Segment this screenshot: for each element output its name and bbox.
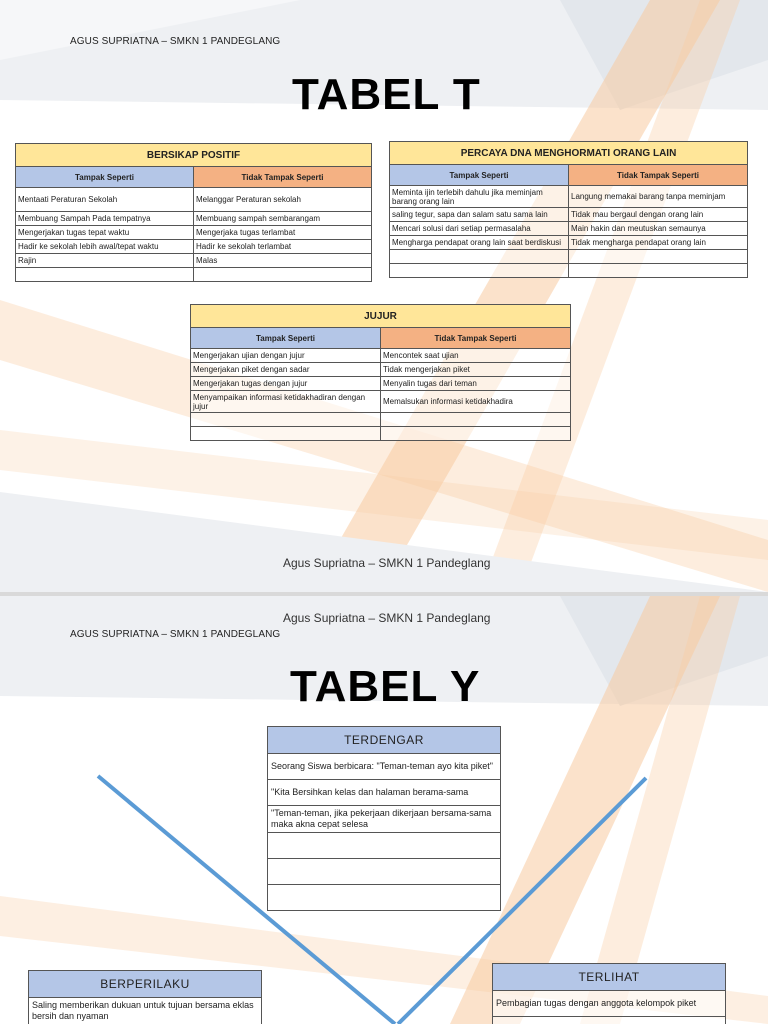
- table-cell: Mengerjakan piket dengan sadar: [191, 363, 381, 377]
- table-cell: "Teman-teman, jika pekerjaan dikerjaan bersama-sama maka akna cepat selesa: [268, 806, 501, 833]
- table-cell: [268, 885, 501, 911]
- table-title: TERDENGAR: [268, 727, 501, 754]
- table-cell: [569, 264, 748, 278]
- table-cell: [268, 859, 501, 885]
- table-terlihat: [492, 963, 726, 1024]
- slide-title: TABEL Y: [290, 662, 481, 711]
- table-cell: Mencontek saat ujian: [381, 349, 571, 363]
- slide-header: AGUS SUPRIATNA – SMKN 1 PANDEGLANG: [70, 36, 281, 47]
- table-cell: Hadir ke sekolah terlambat: [194, 240, 372, 254]
- table-cell: Langung memakai barang tanpa meminjam: [569, 186, 748, 208]
- table-cell: Mengharga pendapat orang lain saat berdiskusi: [390, 236, 569, 250]
- slide-footer: Agus Supriatna – SMKN 1 Pandeglang: [283, 556, 491, 570]
- table-cell: Malas: [194, 254, 372, 268]
- table-cell: Memalsukan informasi ketidakhadira: [381, 391, 571, 413]
- table-cell: Membuang Sampah Pada tempatnya: [16, 212, 194, 226]
- table-cell: Mengerjakan tugas tepat waktu: [16, 226, 194, 240]
- slide-title: TABEL T: [292, 70, 481, 119]
- table-cell: Pembagian tugas dengan anggota kelompok piket: [493, 991, 726, 1017]
- column-header: Tampak Seperti: [390, 165, 569, 186]
- table-cell: "Kita Bersihkan kelas dan halaman berama-sama: [268, 780, 501, 806]
- column-header: Tidak Tampak Seperti: [194, 167, 372, 188]
- column-header: Tidak Tampak Seperti: [569, 165, 748, 186]
- table-cell: [569, 250, 748, 264]
- table-cell: Rajin: [16, 254, 194, 268]
- table-cell: Tidak mau bergaul dengan orang lain: [569, 208, 748, 222]
- table-cell: [16, 268, 194, 282]
- column-header: Tampak Seperti: [191, 328, 381, 349]
- table-terdengar: [267, 726, 501, 911]
- table-cell: [381, 427, 571, 441]
- table-cell: [390, 250, 569, 264]
- table-cell: [194, 268, 372, 282]
- table-cell: Hadir ke sekolah lebih awal/tepat waktu: [16, 240, 194, 254]
- table-title: BERSIKAP POSITIF: [16, 144, 372, 167]
- table-cell: Menyampaikan informasi ketidakhadiran dengan jujur: [191, 391, 381, 413]
- table-title: JUJUR: [191, 305, 571, 328]
- column-header: Tampak Seperti: [16, 167, 194, 188]
- table-cell: [191, 413, 381, 427]
- slide-header: AGUS SUPRIATNA – SMKN 1 PANDEGLANG: [70, 629, 281, 640]
- table-title: TERLIHAT: [493, 964, 726, 991]
- table-cell: Menyalin tugas dari teman: [381, 377, 571, 391]
- table-cell: [268, 833, 501, 859]
- slide-top-footer: Agus Supriatna – SMKN 1 Pandeglang: [283, 611, 491, 625]
- table-cell: Tidak mengharga pendapat orang lain: [569, 236, 748, 250]
- table-cell: Mentaati Peraturan Sekolah: [16, 188, 194, 212]
- table-jujur: [190, 304, 571, 441]
- table-bersikap-positif: [15, 143, 372, 282]
- column-header: Tidak Tampak Seperti: [381, 328, 571, 349]
- table-cell: Mencari solusi dari setiap permasalaha: [390, 222, 569, 236]
- table-cell: Mengerjakan ujian dengan jujur: [191, 349, 381, 363]
- table-cell: Melanggar Peraturan sekolah: [194, 188, 372, 212]
- table-cell: [191, 427, 381, 441]
- table-cell: Membuang sampah sembarangam: [194, 212, 372, 226]
- table-cell: [381, 413, 571, 427]
- table-cell: [390, 264, 569, 278]
- slide-tabel-y: [0, 596, 768, 1024]
- table-percaya-menghormati: [389, 141, 748, 278]
- table-cell: Mengerjaka tugas terlambat: [194, 226, 372, 240]
- table-berperilaku: [28, 970, 262, 1024]
- table-cell: [493, 1017, 726, 1024]
- table-cell: Saling memberikan dukuan untuk tujuan bersama eklas bersih dan nyaman: [29, 998, 262, 1024]
- table-cell: Mengerjakan tugas dengan jujur: [191, 377, 381, 391]
- table-cell: saling tegur, sapa dan salam satu sama lain: [390, 208, 569, 222]
- table-cell: Seorang Siswa berbicara: "Teman-teman ayo kita piket": [268, 754, 501, 780]
- table-title: BERPERILAKU: [29, 971, 262, 998]
- table-cell: Meminta ijin terlebih dahulu jika meminjam barang orang lain: [390, 186, 569, 208]
- table-cell: Tidak mengerjakan piket: [381, 363, 571, 377]
- table-cell: Main hakin dan meutuskan semaunya: [569, 222, 748, 236]
- table-title: PERCAYA DNA MENGHORMATI ORANG LAIN: [390, 142, 748, 165]
